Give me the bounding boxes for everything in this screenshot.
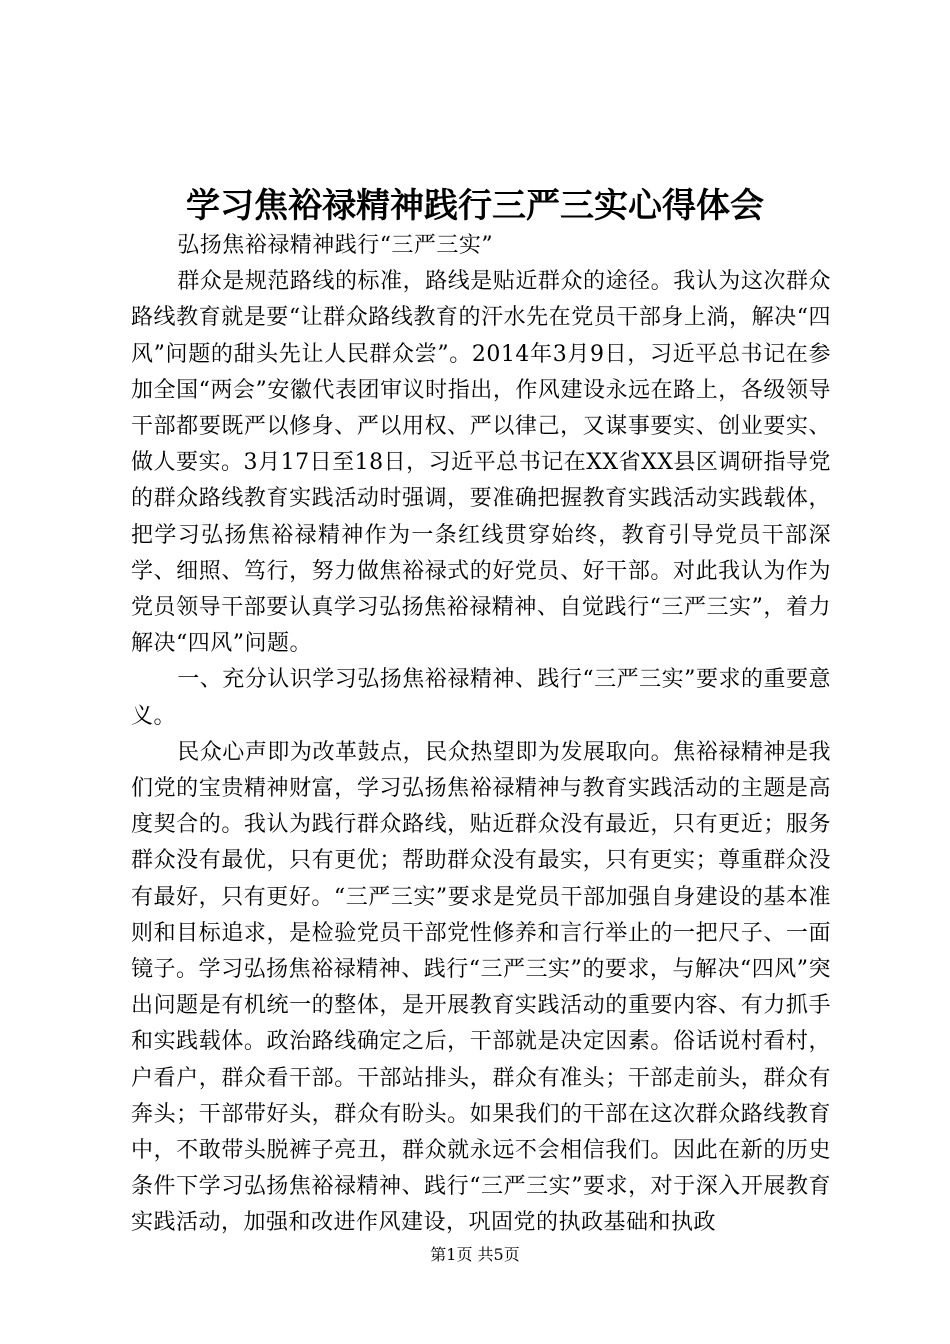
- page-number-footer: 第1页 共5页: [430, 1245, 520, 1264]
- document-title: 学习焦裕禄精神践行三严三实心得体会: [186, 186, 764, 226]
- body-paragraph: 群众是规范路线的标准，路线是贴近群众的途径。我认为这次群众路线教育就是要“让群众路线教育的汗水先在党员干部身上淌，解决“四风”问题的甜头先让人民群众尝”。2014年3月9日，习近平总书记在参加全国“两会”安徽代表团审议时指出，作风建设永远在路上，各级领导干部都要既严以修身、严以用权、严以律己，又谋事要实、创业要实、做人要实。3月17日至18日，习近平总书记在XX省XX县区调研指导党的群众路线教育实践活动时强调，要准确把握教育实践活动实践载体，把学习弘扬焦裕禄精神作为一条红线贯穿始终，教育引导党员干部深学、细照、笃行，努力做焦裕禄式的好党员、好干部。对此我认为作为党员领导干部要认真学习弘扬焦裕禄精神、自觉践行“三严三实”，着力解决“四风”问题。: [131, 269, 831, 657]
- body-paragraph: 民众心声即为改革鼓点，民众热望即为发展取向。焦裕禄精神是我们党的宝贵精神财富，学习弘扬焦裕禄精神与教育实践活动的主题是高度契合的。我认为践行群众路线，贴近群众没有最近，只有更近；服务群众没有最优，只有更优；帮助群众没有最实，只有更实；尊重群众没有最好，只有更好。“三严三实”要求是党员干部加强自身建设的基本准则和目标追求，是检验党员干部党性修养和言行举止的一把尺子、一面镜子。学习弘扬焦裕禄精神、践行“三严三实”的要求，与解决“四风”突出问题是有机统一的整体，是开展教育实践活动的重要内容、有力抓手和实践载体。政治路线确定之后，干部就是决定因素。俗话说村看村，户看户，群众看干部。干部站排头，群众有准头；干部走前头，群众有奔头；干部带好头，群众有盼头。如果我们的干部在这次群众路线教育中，不敢带头脱裤子亮丑，群众就永远不会相信我们。因此在新的历史条件下学习弘扬焦裕禄精神、践行“三严三实”要求，对于深入开展教育实践活动，加强和改进作风建设，巩固党的执政基础和执政: [131, 739, 831, 1236]
- document-body: [131, 228, 831, 1242]
- subtitle-paragraph: 弘扬焦裕禄精神践行“三严三实”: [177, 233, 494, 258]
- section-heading-paragraph: 一、充分认识学习弘扬焦裕禄精神、践行“三严三实”要求的重要意义。: [131, 667, 831, 729]
